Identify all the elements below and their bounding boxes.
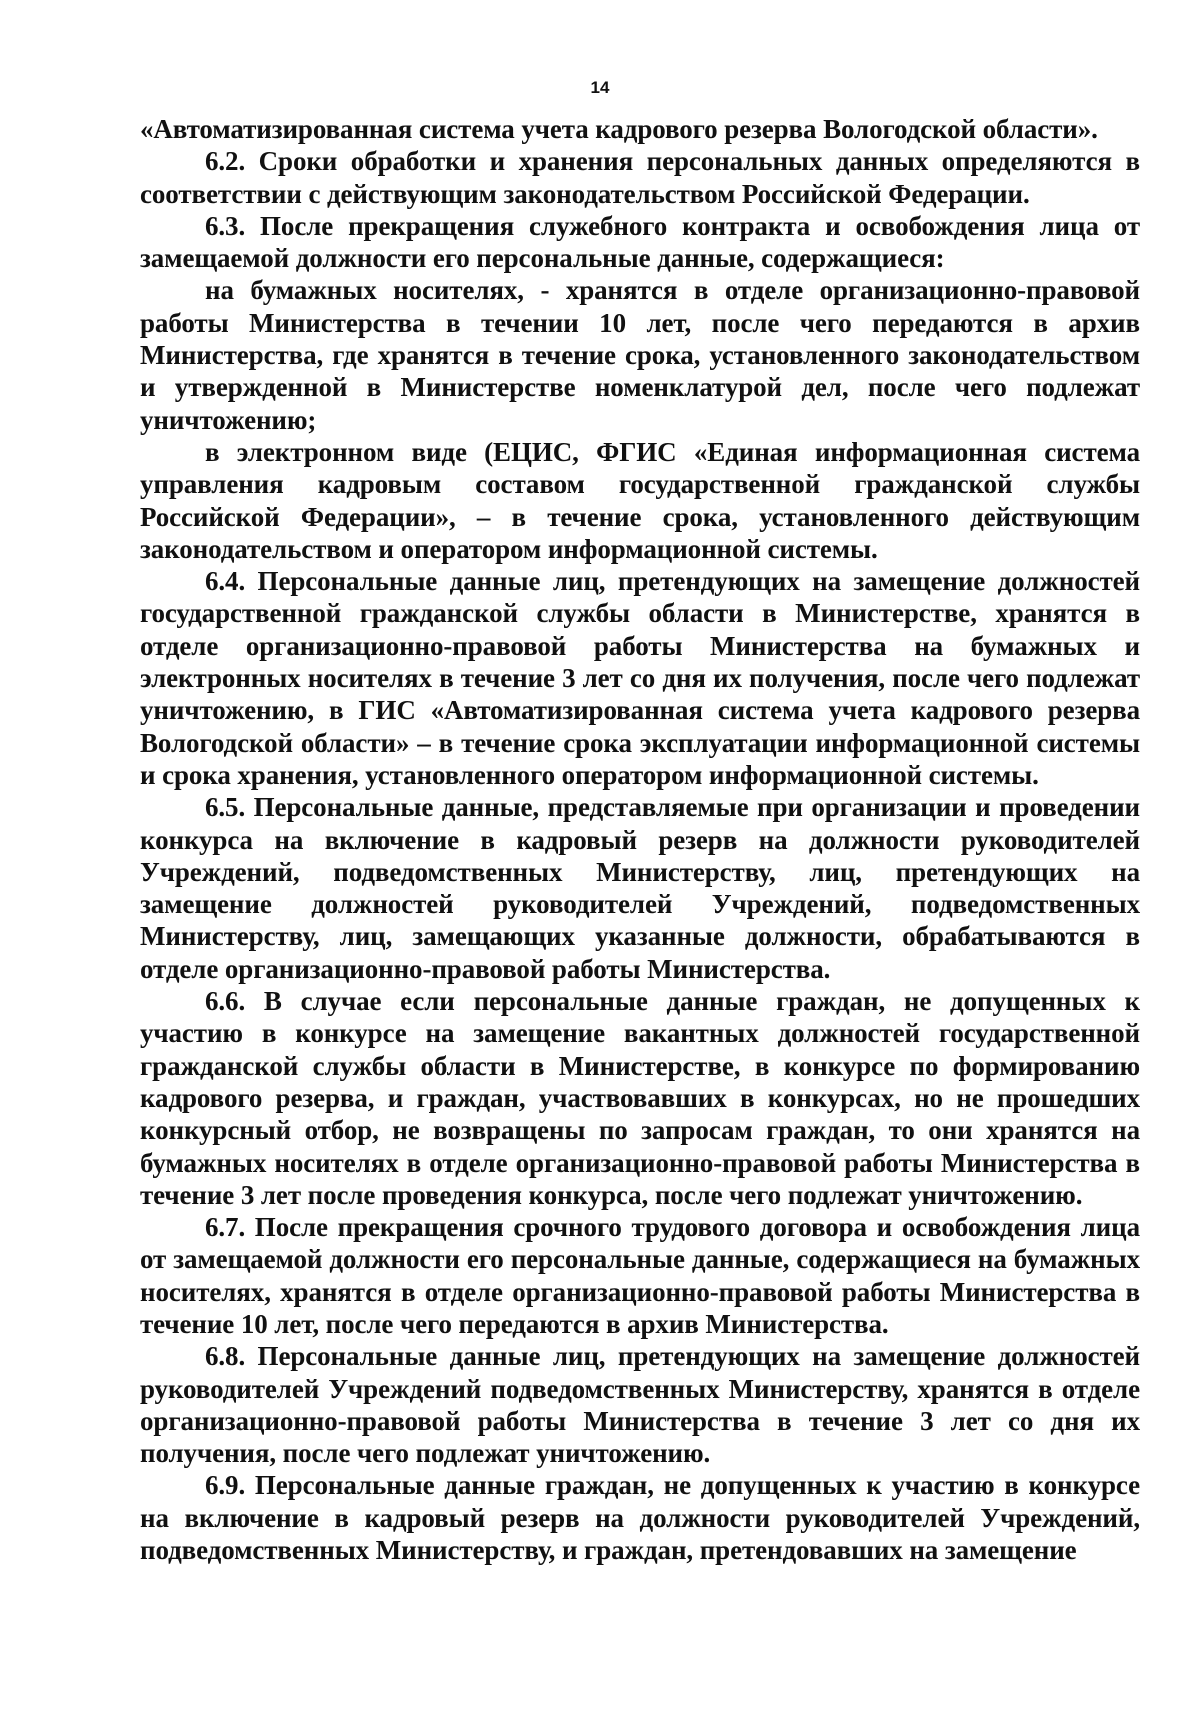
- document-body: [140, 113, 1140, 1566]
- paragraph-6-9: 6.9. Персональные данные граждан, не допущенных к участию в конкурсе на включение в кадровый резерв на должности руководителей Учреждений, подведомственных Министерству, и граждан, претендовавших на замещение: [140, 1470, 1140, 1566]
- paragraph-6-4: 6.4. Персональные данные лиц, претендующих на замещение должностей государственной гражданской службы области в Министерстве, хранятся в отделе организационно-правовой работы Министерства на бумажных и электронных носителях в течение 3 лет со дня их получения, после чего подлежат уничтожению, в ГИС «Автоматизированная система учета кадрового резерва Вологодской области» – в течение срока эксплуатации информационной системы и срока хранения, установленного оператором информационной системы.: [140, 566, 1140, 790]
- paragraph-6-2: 6.2. Сроки обработки и хранения персональных данных определяются в соответствии с действующим законодательством Российской Федерации.: [140, 146, 1140, 209]
- paragraph-6-7: 6.7. После прекращения срочного трудового договора и освобождения лица от замещаемой должности его персональные данные, содержащиеся на бумажных носителях, хранятся в отделе организационно-правовой работы Министерства в течение 10 лет, после чего передаются в архив Министерства.: [140, 1212, 1140, 1339]
- page-number: 14: [590, 78, 610, 97]
- paragraph-6-3-paper: на бумажных носителях, - хранятся в отделе организационно-правовой работы Министерства в течении 10 лет, после чего передаются в архив Министерства, где хранятся в течение срока, установленного законодательством и утвержденной в Министерстве номенклатурой дел, после чего подлежат уничтожению;: [140, 275, 1140, 435]
- paragraph-6-3-electronic: в электронном виде (ЕЦИС, ФГИС «Единая информационная система управления кадровым составом государственной гражданской службы Российской Федерации», – в течение срока, установленного действующим законодательством и оператором информационной системы.: [140, 436, 1140, 564]
- paragraph-6-8: 6.8. Персональные данные лиц, претендующих на замещение должностей руководителей Учреждений подведомственных Министерству, хранятся в отделе организационно-правовой работы Министерства в течение 3 лет со дня их получения, после чего подлежат уничтожению.: [140, 1341, 1140, 1469]
- paragraph-6-6: 6.6. В случае если персональные данные граждан, не допущенных к участию в конкурсе на замещение вакантных должностей государственной гражданской службы области в Министерстве, в конкурсе по формированию кадрового резерва, и граждан, участвовавших в конкурсах, но не прошедших конкурсный отбор, не возвращены по запросам граждан, то они хранятся на бумажных носителях в отделе организационно-правовой работы Министерства в течение 3 лет после проведения конкурса, после чего подлежат уничтожению.: [140, 986, 1140, 1210]
- paragraph-6-3: 6.3. После прекращения служебного контракта и освобождения лица от замещаемой должности его персональные данные, содержащиеся:: [140, 210, 1140, 274]
- paragraph-6-1-continuation: «Автоматизированная система учета кадрового резерва Вологодской области».: [140, 114, 1098, 144]
- paragraph-6-5: 6.5. Персональные данные, представляемые при организации и проведении конкурса на включение в кадровый резерв на должности руководителей Учреждений, подведомственных Министерству, лиц, претендующих на замещение должностей руководителей Учреждений, подведомственных Министерству, лиц, замещающих указанные должности, обрабатываются в отделе организационно-правовой работы Министерства.: [140, 792, 1140, 984]
